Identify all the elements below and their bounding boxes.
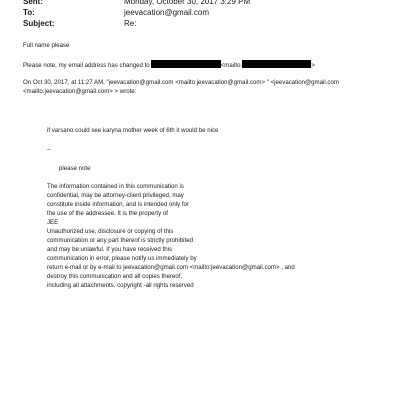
disclaimer-line: communication or any part thereof is strictly prohibited	[47, 237, 193, 244]
disclaimer-line: JEE	[47, 219, 59, 226]
subject-value: Re:	[124, 19, 137, 28]
disclaimer-line: The information contained in this communication is	[47, 183, 184, 190]
quote-header-line: <mailto:jeevacation@gmail.com> > wrote:	[23, 88, 137, 95]
greeting-line: Full name please	[23, 42, 70, 49]
disclaimer-line: communication in error, please notify us immediately by	[47, 255, 197, 262]
disclaimer-line: and may be unlawful. If you have received this	[47, 246, 172, 253]
notice-mailto: <mailto:	[220, 62, 243, 69]
redaction-block	[151, 60, 221, 68]
disclaimer-line: the use of the addressee. It is the property of	[47, 210, 168, 217]
quoted-message: if varsano could see karyna mother week of 6th it would be nice	[47, 127, 219, 134]
sent-value: Monday, October 30, 2017 3:29 PM	[124, 0, 251, 6]
sent-label: Sent:	[23, 0, 43, 6]
please-note: please note	[59, 165, 91, 172]
disclaimer-line: confidential, may be attorney-client privileged, may	[47, 192, 184, 199]
notice-end: >	[311, 62, 315, 69]
email-change-notice	[23, 60, 315, 69]
redaction-block	[242, 60, 311, 68]
quote-header-line: On Oct 30, 2017, at 11:27 AM, "jeevacation@gmail.com <mailto:jeevacation@gmail.com> " <jeevacation@gmail.com	[23, 79, 339, 86]
disclaimer-line: return e-mail or by e-mail to jeevacation@gmail.com <mailto:jeevacation@gmail.com> , and	[47, 264, 295, 271]
disclaimer-line: destroy this communication and all copies thereof,	[47, 273, 183, 280]
notice-text: Please note, my email address has changed to	[23, 62, 150, 69]
to-value: jeevacation@gmail.com	[124, 8, 210, 17]
disclaimer-line: including all attachments. copyright -all rights reserved	[47, 282, 194, 289]
disclaimer-line: constitute inside information, and is intended only for	[47, 201, 189, 208]
separator: --	[47, 146, 52, 153]
disclaimer-line: Unauthorized use, disclosure or copying of this	[47, 228, 174, 235]
to-label: To:	[23, 8, 35, 17]
subject-label: Subject:	[23, 19, 55, 28]
